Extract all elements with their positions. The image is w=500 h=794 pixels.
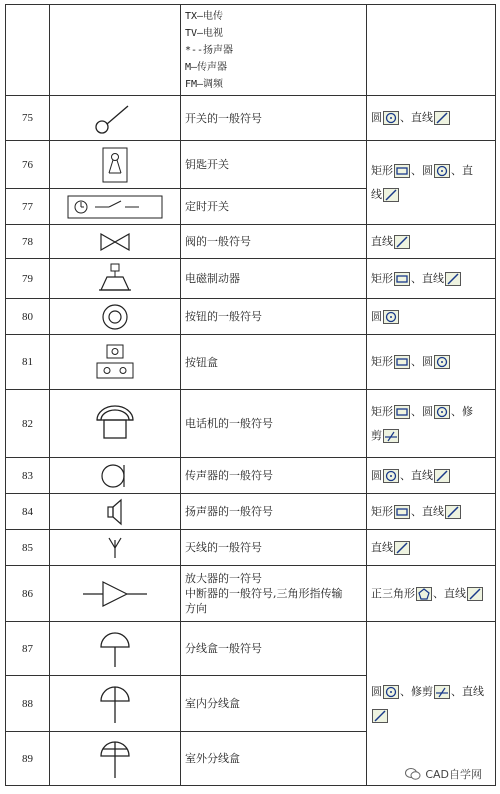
- symbol-cell: [50, 225, 181, 259]
- table-row: [6, 5, 496, 96]
- row-number: 86: [6, 566, 50, 622]
- line-tool-icon: [394, 235, 410, 249]
- symbol-name: 开关的一般符号: [181, 96, 367, 141]
- electromagnetic-brake-symbol-icon: [95, 262, 135, 296]
- tools-cell: 圆 、直线: [367, 458, 496, 494]
- symbol-name: 阀的一般符号: [181, 225, 367, 259]
- symbol-cell: [50, 622, 181, 676]
- line-tool-icon: [445, 272, 461, 286]
- cad-symbol-table: [5, 4, 496, 786]
- row-number: 89: [6, 732, 50, 786]
- valve-symbol-icon: [95, 230, 135, 254]
- note-line: *--扬声器: [185, 45, 234, 56]
- circle-tool-icon: [383, 469, 399, 483]
- rectangle-tool-icon: [394, 164, 410, 178]
- symbol-name: 定时开关: [181, 189, 367, 225]
- line-tool-icon: [445, 505, 461, 519]
- microphone-symbol-icon: [97, 460, 133, 492]
- table-row: [6, 259, 496, 299]
- note-line: FM—调频: [185, 79, 224, 90]
- watermark-text: CAD自学网: [425, 768, 482, 781]
- line-tool-icon: [383, 188, 399, 202]
- circle-tool-icon: [434, 355, 450, 369]
- tools-cell: 圆: [367, 299, 496, 335]
- wechat-icon: [405, 767, 421, 781]
- symbol-name: 电磁制动器: [181, 259, 367, 299]
- row-number: 79: [6, 259, 50, 299]
- outdoor-junction-box-symbol-icon: [93, 736, 137, 782]
- line-tool-icon: [434, 469, 450, 483]
- row-number: 81: [6, 335, 50, 390]
- circle-tool-icon: [434, 405, 450, 419]
- circle-tool-icon: [383, 685, 399, 699]
- amplifier-symbol-icon: [79, 574, 151, 614]
- polygon-tool-icon: [416, 587, 432, 601]
- symbol-cell: [50, 732, 181, 786]
- symbol-name: 按钮盒: [181, 335, 367, 390]
- tools-cell: 矩形 、圆: [367, 335, 496, 390]
- row-number: 75: [6, 96, 50, 141]
- rectangle-tool-icon: [394, 272, 410, 286]
- tools-cell: 矩形 、圆 、修 剪: [367, 390, 496, 458]
- table-row: [6, 458, 496, 494]
- table-row: [6, 566, 496, 622]
- tools-cell: 圆 、直线: [367, 96, 496, 141]
- symbol-cell: [50, 259, 181, 299]
- symbol-name: 按钮的一般符号: [181, 299, 367, 335]
- tools-cell: 圆 、修剪 、直线: [367, 622, 496, 786]
- table-row: [6, 299, 496, 335]
- tools-cell: 矩形 、直线: [367, 494, 496, 530]
- symbol-cell: [50, 5, 181, 96]
- row-number: [6, 5, 50, 96]
- table-row: [6, 141, 496, 189]
- row-number: 85: [6, 530, 50, 566]
- symbol-name: 室内分线盒: [181, 676, 367, 732]
- watermark: [405, 766, 482, 782]
- symbol-name: 钥匙开关: [181, 141, 367, 189]
- symbol-name: 分线盒一般符号: [181, 622, 367, 676]
- circle-tool-icon: [383, 111, 399, 125]
- button-symbol-icon: [98, 301, 132, 333]
- symbol-cell: [50, 458, 181, 494]
- key-switch-symbol-icon: [95, 145, 135, 185]
- junction-box-symbol-icon: [93, 627, 137, 671]
- symbol-cell: [50, 566, 181, 622]
- symbol-name: 室外分线盒: [181, 732, 367, 786]
- row-number: 78: [6, 225, 50, 259]
- table-row: [6, 530, 496, 566]
- symbol-name: 传声器的一般符号: [181, 458, 367, 494]
- symbol-cell: [50, 390, 181, 458]
- table-row: [6, 96, 496, 141]
- line-tool-icon: [372, 709, 388, 723]
- tools-cell: 矩形 、圆 、直 线: [367, 141, 496, 225]
- tools-cell: 直线: [367, 225, 496, 259]
- trim-tool-icon: [383, 429, 399, 443]
- note-line: M—传声器: [185, 62, 228, 73]
- trim-tool-icon: [434, 685, 450, 699]
- row-number: 77: [6, 189, 50, 225]
- table-row: [6, 494, 496, 530]
- indoor-junction-box-symbol-icon: [93, 681, 137, 727]
- timer-switch-symbol-icon: [65, 193, 165, 221]
- symbol-name: 电话机的一般符号: [181, 390, 367, 458]
- table-row: [6, 225, 496, 259]
- symbol-name: 天线的一般符号: [181, 530, 367, 566]
- circle-tool-icon: [434, 164, 450, 178]
- speaker-symbol-icon: [100, 496, 130, 528]
- notes-cell: [181, 5, 367, 96]
- note-line: TV—电视: [185, 28, 224, 39]
- circle-tool-icon: [383, 310, 399, 324]
- tools-cell: 正三角形 、直线: [367, 566, 496, 622]
- symbol-cell: [50, 335, 181, 390]
- telephone-symbol-icon: [92, 402, 138, 446]
- row-number: 88: [6, 676, 50, 732]
- table-row: [6, 390, 496, 458]
- rectangle-tool-icon: [394, 505, 410, 519]
- antenna-symbol-icon: [103, 534, 127, 562]
- note-line: TX—电传: [185, 11, 224, 22]
- symbol-name: 放大器的一符号 中断器的一般符号,三角形指传输 方向: [181, 566, 367, 622]
- tools-cell: 矩形 、直线: [367, 259, 496, 299]
- row-number: 80: [6, 299, 50, 335]
- symbol-cell: [50, 96, 181, 141]
- row-number: 87: [6, 622, 50, 676]
- button-box-symbol-icon: [93, 342, 137, 382]
- line-tool-icon: [467, 587, 483, 601]
- row-number: 83: [6, 458, 50, 494]
- symbol-name: 扬声器的一般符号: [181, 494, 367, 530]
- symbol-cell: [50, 141, 181, 189]
- symbol-cell: [50, 530, 181, 566]
- switch-symbol-icon: [90, 100, 140, 136]
- rectangle-tool-icon: [394, 355, 410, 369]
- symbol-cell: [50, 494, 181, 530]
- tools-cell: [367, 5, 496, 96]
- table-row: [6, 622, 496, 676]
- symbol-cell: [50, 299, 181, 335]
- line-tool-icon: [434, 111, 450, 125]
- row-number: 76: [6, 141, 50, 189]
- row-number: 84: [6, 494, 50, 530]
- rectangle-tool-icon: [394, 405, 410, 419]
- row-number: 82: [6, 390, 50, 458]
- symbol-cell: [50, 189, 181, 225]
- tools-cell: 直线: [367, 530, 496, 566]
- line-tool-icon: [394, 541, 410, 555]
- table-row: [6, 335, 496, 390]
- symbol-cell: [50, 676, 181, 732]
